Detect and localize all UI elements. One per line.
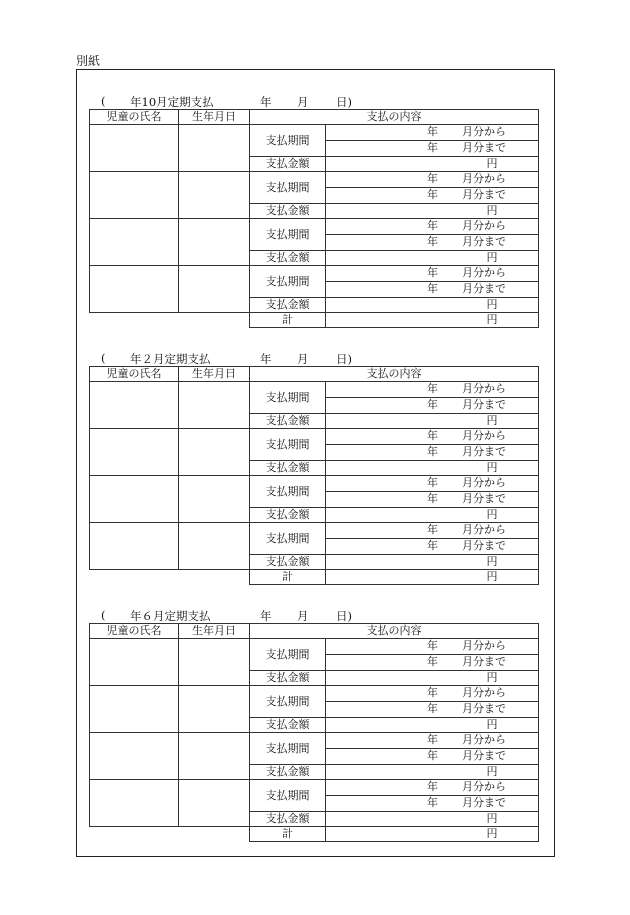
total-label: 計: [250, 570, 326, 585]
birthdate-cell[interactable]: [179, 639, 250, 686]
payment-section: [89, 351, 538, 585]
period-year-label: 年: [427, 445, 438, 458]
total-blank: [179, 570, 250, 585]
period-to-cell[interactable]: [326, 492, 539, 508]
period-year-label: 年: [427, 796, 438, 809]
amount-value-cell[interactable]: [326, 671, 539, 686]
period-from-cell[interactable]: [326, 382, 539, 398]
period-year-label: 年: [427, 655, 438, 668]
yen-label: 円: [486, 414, 498, 427]
payment-period-label: 支払期間: [250, 266, 326, 298]
total-blank: [90, 313, 179, 328]
payment-period-label: 支払期間: [250, 476, 326, 508]
section-open-paren: (: [101, 351, 106, 365]
period-year-label: 年: [427, 476, 438, 489]
child-row: [90, 639, 539, 655]
section-year: 年: [260, 352, 272, 366]
yen-label: 円: [486, 812, 498, 825]
child-name-cell[interactable]: [90, 780, 179, 827]
total-blank: [179, 313, 250, 328]
birthdate-cell[interactable]: [179, 219, 250, 266]
section-day: 日): [336, 609, 352, 623]
child-row: [90, 686, 539, 702]
section-year: 年: [260, 609, 272, 623]
period-from-cell[interactable]: [326, 476, 539, 492]
amount-value-cell[interactable]: [326, 414, 539, 429]
section-open-paren: (: [101, 94, 106, 108]
payment-period-label: 支払期間: [250, 219, 326, 251]
attachment-label: 別紙: [76, 54, 101, 68]
amount-value-cell[interactable]: [326, 461, 539, 476]
period-year-label: 年: [427, 639, 438, 652]
period-year-label: 年: [427, 282, 438, 295]
section-header: [89, 351, 538, 366]
col-child-name: 児童の氏名: [90, 367, 179, 382]
payment-period-label: 支払期間: [250, 172, 326, 204]
yen-label: 円: [486, 461, 498, 474]
period-from-cell[interactable]: [326, 429, 539, 445]
period-to-label: 月分まで: [462, 702, 506, 715]
period-year-label: 年: [427, 733, 438, 746]
birthdate-cell[interactable]: [179, 172, 250, 219]
period-year-label: 年: [427, 749, 438, 762]
payment-amount-label: 支払金額: [250, 508, 326, 523]
yen-label: 円: [486, 827, 498, 840]
period-to-label: 月分まで: [462, 398, 506, 411]
period-to-cell[interactable]: [326, 796, 539, 812]
amount-value-cell[interactable]: [326, 157, 539, 172]
birthdate-cell[interactable]: [179, 780, 250, 827]
table-header-row: [90, 110, 539, 125]
section-title: 年10月定期支払: [130, 95, 214, 109]
section-header: [89, 608, 538, 623]
amount-value-cell[interactable]: [326, 298, 539, 313]
child-row: [90, 382, 539, 398]
yen-label: 円: [486, 508, 498, 521]
child-row: [90, 125, 539, 141]
birthdate-cell[interactable]: [179, 476, 250, 523]
col-payment-details: 支払の内容: [250, 367, 539, 382]
section-header: [89, 94, 538, 109]
child-name-cell[interactable]: [90, 266, 179, 313]
birthdate-cell[interactable]: [179, 266, 250, 313]
period-year-label: 年: [427, 382, 438, 395]
period-to-cell[interactable]: [326, 445, 539, 461]
period-from-label: 月分から: [462, 266, 506, 279]
period-year-label: 年: [427, 141, 438, 154]
period-from-label: 月分から: [462, 523, 506, 536]
period-from-cell[interactable]: [326, 125, 539, 141]
period-from-label: 月分から: [462, 639, 506, 652]
total-blank: [90, 827, 179, 842]
period-to-label: 月分まで: [462, 235, 506, 248]
period-from-cell[interactable]: [326, 780, 539, 796]
total-label: 計: [250, 827, 326, 842]
period-from-cell[interactable]: [326, 219, 539, 235]
period-year-label: 年: [427, 219, 438, 232]
payment-amount-label: 支払金額: [250, 157, 326, 172]
yen-label: 円: [486, 251, 498, 264]
payment-period-label: 支払期間: [250, 125, 326, 157]
period-to-label: 月分まで: [462, 445, 506, 458]
yen-label: 円: [486, 313, 498, 326]
payment-period-label: 支払期間: [250, 733, 326, 765]
period-to-cell[interactable]: [326, 539, 539, 555]
yen-label: 円: [486, 570, 498, 583]
section-day: 日): [336, 95, 352, 109]
col-payment-details: 支払の内容: [250, 110, 539, 125]
period-year-label: 年: [427, 429, 438, 442]
payment-section: [89, 608, 538, 842]
payment-period-label: 支払期間: [250, 523, 326, 555]
payment-period-label: 支払期間: [250, 686, 326, 718]
period-to-label: 月分まで: [462, 188, 506, 201]
period-to-label: 月分まで: [462, 655, 506, 668]
amount-value-cell[interactable]: [326, 204, 539, 219]
amount-value-cell[interactable]: [326, 508, 539, 523]
payment-amount-label: 支払金額: [250, 718, 326, 733]
period-to-label: 月分まで: [462, 492, 506, 505]
total-blank: [90, 570, 179, 585]
period-year-label: 年: [427, 492, 438, 505]
period-year-label: 年: [427, 780, 438, 793]
period-from-cell[interactable]: [326, 172, 539, 188]
child-name-cell[interactable]: [90, 639, 179, 686]
payment-amount-label: 支払金額: [250, 555, 326, 570]
child-name-cell[interactable]: [90, 172, 179, 219]
payment-amount-label: 支払金額: [250, 251, 326, 266]
child-name-cell[interactable]: [90, 476, 179, 523]
period-year-label: 年: [427, 398, 438, 411]
child-row: [90, 219, 539, 235]
payment-amount-label: 支払金額: [250, 461, 326, 476]
period-to-label: 月分まで: [462, 282, 506, 295]
section-open-paren: (: [101, 608, 106, 622]
birthdate-cell[interactable]: [179, 125, 250, 172]
payment-table: [89, 623, 539, 842]
period-from-cell[interactable]: [326, 733, 539, 749]
child-name-cell[interactable]: [90, 733, 179, 780]
child-name-cell[interactable]: [90, 523, 179, 570]
amount-value-cell[interactable]: [326, 718, 539, 733]
period-from-cell[interactable]: [326, 523, 539, 539]
period-from-label: 月分から: [462, 476, 506, 489]
section-month: 月: [297, 95, 309, 109]
yen-label: 円: [486, 765, 498, 778]
child-name-cell[interactable]: [90, 382, 179, 429]
col-birthdate: 生年月日: [179, 367, 250, 382]
period-year-label: 年: [427, 266, 438, 279]
birthdate-cell[interactable]: [179, 382, 250, 429]
yen-label: 円: [486, 555, 498, 568]
col-birthdate: 生年月日: [179, 624, 250, 639]
payment-amount-label: 支払金額: [250, 414, 326, 429]
total-value-cell[interactable]: [326, 827, 539, 842]
col-birthdate: 生年月日: [179, 110, 250, 125]
period-to-label: 月分まで: [462, 749, 506, 762]
period-from-label: 月分から: [462, 780, 506, 793]
amount-value-cell[interactable]: [326, 812, 539, 827]
period-to-cell[interactable]: [326, 141, 539, 157]
child-name-cell[interactable]: [90, 686, 179, 733]
period-to-label: 月分まで: [462, 141, 506, 154]
section-title: 年６月定期支払: [130, 609, 211, 623]
total-label: 計: [250, 313, 326, 328]
period-from-label: 月分から: [462, 382, 506, 395]
period-year-label: 年: [427, 523, 438, 536]
period-to-cell[interactable]: [326, 235, 539, 251]
period-from-cell[interactable]: [326, 686, 539, 702]
payment-period-label: 支払期間: [250, 780, 326, 812]
period-to-cell[interactable]: [326, 282, 539, 298]
total-blank: [179, 827, 250, 842]
period-from-label: 月分から: [462, 733, 506, 746]
payment-table: [89, 109, 539, 328]
birthdate-cell[interactable]: [179, 429, 250, 476]
yen-label: 円: [486, 157, 498, 170]
total-row: [90, 827, 539, 842]
col-child-name: 児童の氏名: [90, 624, 179, 639]
child-row: [90, 476, 539, 492]
birthdate-cell[interactable]: [179, 523, 250, 570]
payment-amount-label: 支払金額: [250, 204, 326, 219]
period-from-label: 月分から: [462, 219, 506, 232]
child-name-cell[interactable]: [90, 125, 179, 172]
yen-label: 円: [486, 204, 498, 217]
period-year-label: 年: [427, 125, 438, 138]
birthdate-cell[interactable]: [179, 733, 250, 780]
amount-value-cell[interactable]: [326, 765, 539, 780]
period-from-label: 月分から: [462, 172, 506, 185]
period-from-label: 月分から: [462, 686, 506, 699]
payment-table: [89, 366, 539, 585]
total-row: [90, 313, 539, 328]
child-name-cell[interactable]: [90, 219, 179, 266]
period-from-label: 月分から: [462, 125, 506, 138]
period-from-label: 月分から: [462, 429, 506, 442]
period-to-cell[interactable]: [326, 749, 539, 765]
period-year-label: 年: [427, 702, 438, 715]
total-value-cell[interactable]: [326, 570, 539, 585]
payment-period-label: 支払期間: [250, 429, 326, 461]
period-to-cell[interactable]: [326, 702, 539, 718]
payment-period-label: 支払期間: [250, 382, 326, 414]
total-row: [90, 570, 539, 585]
yen-label: 円: [486, 671, 498, 684]
period-to-cell[interactable]: [326, 398, 539, 414]
table-header-row: [90, 367, 539, 382]
payment-amount-label: 支払金額: [250, 298, 326, 313]
section-day: 日): [336, 352, 352, 366]
period-from-cell[interactable]: [326, 266, 539, 282]
period-year-label: 年: [427, 188, 438, 201]
yen-label: 円: [486, 298, 498, 311]
section-year: 年: [260, 95, 272, 109]
payment-amount-label: 支払金額: [250, 765, 326, 780]
payment-amount-label: 支払金額: [250, 671, 326, 686]
table-header-row: [90, 624, 539, 639]
child-row: [90, 780, 539, 796]
period-to-label: 月分まで: [462, 796, 506, 809]
period-to-label: 月分まで: [462, 539, 506, 552]
child-row: [90, 523, 539, 539]
col-child-name: 児童の氏名: [90, 110, 179, 125]
period-year-label: 年: [427, 172, 438, 185]
period-from-cell[interactable]: [326, 639, 539, 655]
payment-amount-label: 支払金額: [250, 812, 326, 827]
period-year-label: 年: [427, 235, 438, 248]
total-value-cell[interactable]: [326, 313, 539, 328]
child-row: [90, 429, 539, 445]
period-to-cell[interactable]: [326, 655, 539, 671]
amount-value-cell[interactable]: [326, 555, 539, 570]
amount-value-cell[interactable]: [326, 251, 539, 266]
section-month: 月: [297, 352, 309, 366]
period-year-label: 年: [427, 539, 438, 552]
period-to-cell[interactable]: [326, 188, 539, 204]
child-row: [90, 733, 539, 749]
birthdate-cell[interactable]: [179, 686, 250, 733]
child-name-cell[interactable]: [90, 429, 179, 476]
period-year-label: 年: [427, 686, 438, 699]
section-month: 月: [297, 609, 309, 623]
child-row: [90, 266, 539, 282]
payment-section: [89, 94, 538, 328]
col-payment-details: 支払の内容: [250, 624, 539, 639]
payment-period-label: 支払期間: [250, 639, 326, 671]
child-row: [90, 172, 539, 188]
section-title: 年２月定期支払: [130, 352, 211, 366]
yen-label: 円: [486, 718, 498, 731]
